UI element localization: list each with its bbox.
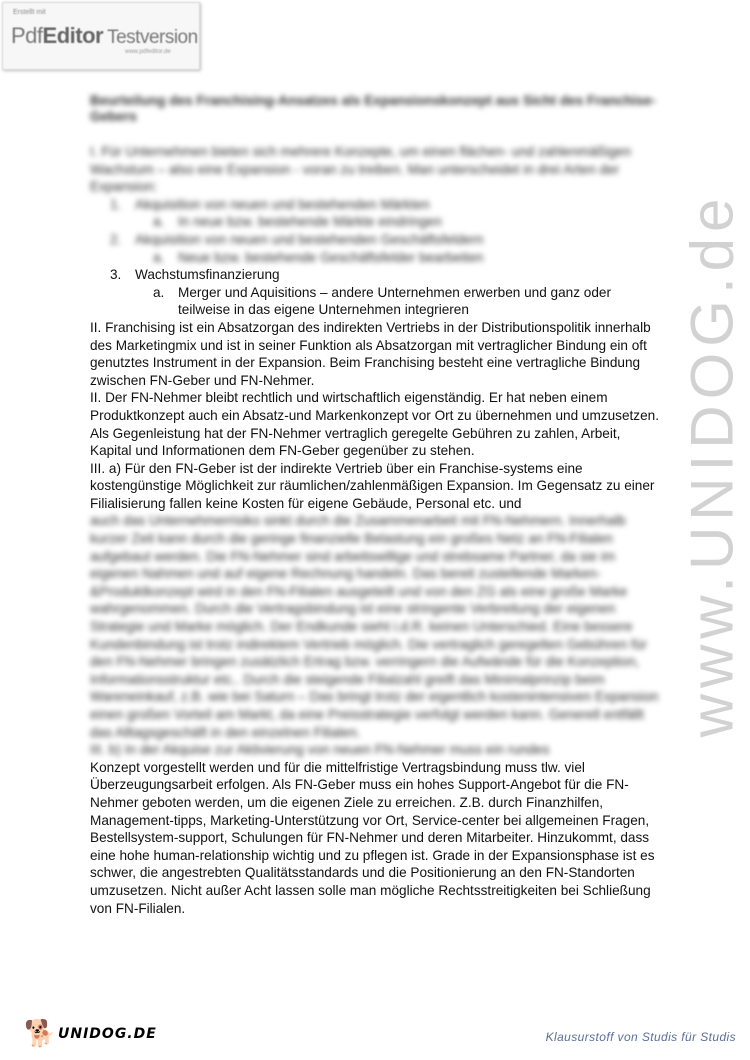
pdf-editor-stamp — [2, 2, 200, 70]
franchising-paragraph: II. Franchising ist ein Absatzorgan des indirekten Vertriebs in der Distributionspolitik innerhalb des Marketingmix und ist in seiner Funktion als Absatzorgan mit vertraglicher Bindung ein oft genutztes Instrument in der Expansion. Beim Franchising besteht eine vertragliche Bindung zwischen FN-Geber und FN-Nehmer. — [90, 319, 651, 388]
document-body — [90, 93, 662, 917]
document-title: Beurteilung des Franchising-Ansatzes als Expansionskonzept aus Sicht des Franchise-Gebers — [90, 93, 656, 124]
unidog-logo — [24, 1018, 164, 1050]
stamp-url: www.pdfeditor.de — [125, 49, 171, 55]
list-marker: 3. — [110, 267, 122, 283]
list-item — [90, 231, 662, 249]
list-marker: a. — [153, 284, 165, 300]
logo-text: UNIDOG.DE — [58, 1026, 157, 1042]
fn-geber-paragraph-b: Konzept vorgestellt werden und für die mittelfristige Vertragsbindung muss tlw. viel Überzeugungsarbeit erfolgen. Als FN-Geber muss ein hohes Support-Angebot für die FN-Nehmer geboten werden, um die eigenen Ziele zu erreichen. Z.B. durch Finanzhilfen, Management-tipps, Marketing-Unterstützung vor Ort, Service-center bei allgemeinen Fragen, Bestellsystem-support, Schulungen für FN-Nehmer und deren Mitarbeiter. Hinzukommt, dass eine hohe human-relationship wichtig und zu pflegen ist. Grade in der Expansionsphase ist es schwer, die angestrebten Qualitätsstandards und die Positionierung an den FN-Standorten umzusetzen. Nicht außer Acht lassen solle man mögliche Rechtsstreitigkeiten bei Schließung von FN-Filialen. — [90, 759, 655, 916]
list-item — [90, 249, 662, 267]
list-text: Neue bzw. bestehende Geschäftsfelder bearbeiten — [178, 249, 484, 265]
list-item — [90, 284, 662, 319]
list-text: Wachstumsfinanzierung — [135, 267, 280, 283]
footer-claim: Klausurstoff von Studis für Studis — [545, 1030, 736, 1044]
list-marker: a. — [153, 214, 165, 230]
list-item — [90, 266, 662, 284]
list-marker: 1. — [110, 196, 122, 212]
list-text: In neue bzw. bestehende Märkte eindringen — [178, 214, 442, 230]
list-marker: 2. — [110, 231, 122, 247]
list-text: Akquisition von neuen und bestehenden Geschäftsfeldern — [135, 231, 484, 247]
stamp-brand-pdf: Pdf — [11, 23, 43, 48]
stamp-small-text: Erstellt mit — [13, 9, 46, 16]
stamp-brand-testversion: Testversion — [107, 27, 198, 48]
list-item — [90, 213, 662, 231]
list-item — [90, 196, 662, 214]
fn-geber-paragraph-b-start: III. b) In der Akquise zur Aktivierung von neuen FN-Nehmer muss ein rundes — [90, 742, 550, 758]
stamp-brand — [11, 23, 198, 49]
fn-nehmer-paragraph: II. Der FN-Nehmer bleibt rechtlich und wirtschaftlich eigenständig. Er hat neben einem Produktkonzept auch ein Absatz-und Markenkonzept vor Ort zu übernehmen und umzusetzen. Als Gegenleistung hat der FN-Nehmer vertraglich geregelte Gebühren zu zahlen, Arbeit, Kapital und Informationen dem FN-Geber gegenüber zu stehen. — [90, 390, 659, 459]
unidog-watermark: www.UNIDOG.de — [678, 192, 746, 738]
stamp-brand-editor: Editor — [42, 23, 104, 48]
list-text: Merger und Aquisitions – andere Unternehmen erwerben und ganz oder teilweise in das eigene Unternehmen integrieren — [178, 284, 612, 318]
list-marker: a. — [153, 249, 165, 265]
list-text: Akquisition von neuen und bestehenden Märkten — [135, 196, 430, 212]
dog-icon: 🐕 — [24, 1018, 57, 1048]
intro-paragraph: I. Für Unternehmen bieten sich mehrere Konzepte, um einen flächen- und zahlenmäßigen Wachstum – also eine Expansion - voran zu treiben. Man unterscheidet in drei Arten der Expansion: — [90, 144, 632, 195]
fn-geber-paragraph-a: III. a) Für den FN-Geber ist der indirekte Vertrieb über ein Franchise-systems eine kostengünstige Möglichkeit zur räumlichen/zahlenmäßigen Expansion. Im Gegensatz zu einer Filialisierung fallen keine Kosten für eigene Gebäude, Personal etc. und — [90, 460, 655, 511]
fn-geber-paragraph-a-continued: auch das Unternehmerrisiko sinkt durch die Zusammenarbeit mit FN-Nehmern. Innerhalb kurzer Zeit kann durch die geringe finanzielle Belastung ein großes Netz an FN-Filialen aufgebaut werden. Die FN-Nehmer sind arbeitswillige und strebsame Partner, da sie im eigenen Nahmen und auf eigene Rechnung handeln. Das bereit zustellende Marken-&Produktkonzept wird in den FN-Filialen ausgeteilt und von den ZG als eine große Marke wahrgenommen. Durch die Vertragsbindung ist eine stringente Verbreitung der eigenen Strategie und Marke möglich. Der Endkunde sieht i.d.R. keinen Unterschied. Eine bessere Kundenbindung ist trotz indirektem Vertrieb möglich. Die vertraglich geregelten Gebühren für den FN-Nehmer bringen zusätzlich Ertrag bzw. verringern die Aufwände für die Konzeption, Informationsstruktur etc.. Durch die steigende Filialzahl greift das Minimalprinzip beim Wareneinkauf, z.B. wie bei Saturn – Das bringt trotz der eigentlich kostenintensiven Expansion einen großen Vorteil am Markt, da eine Preisstrategie verfolgt werden kann. Generell entfällt das Alltagsgeschäft in den einzelnen Filialen. — [90, 513, 659, 740]
